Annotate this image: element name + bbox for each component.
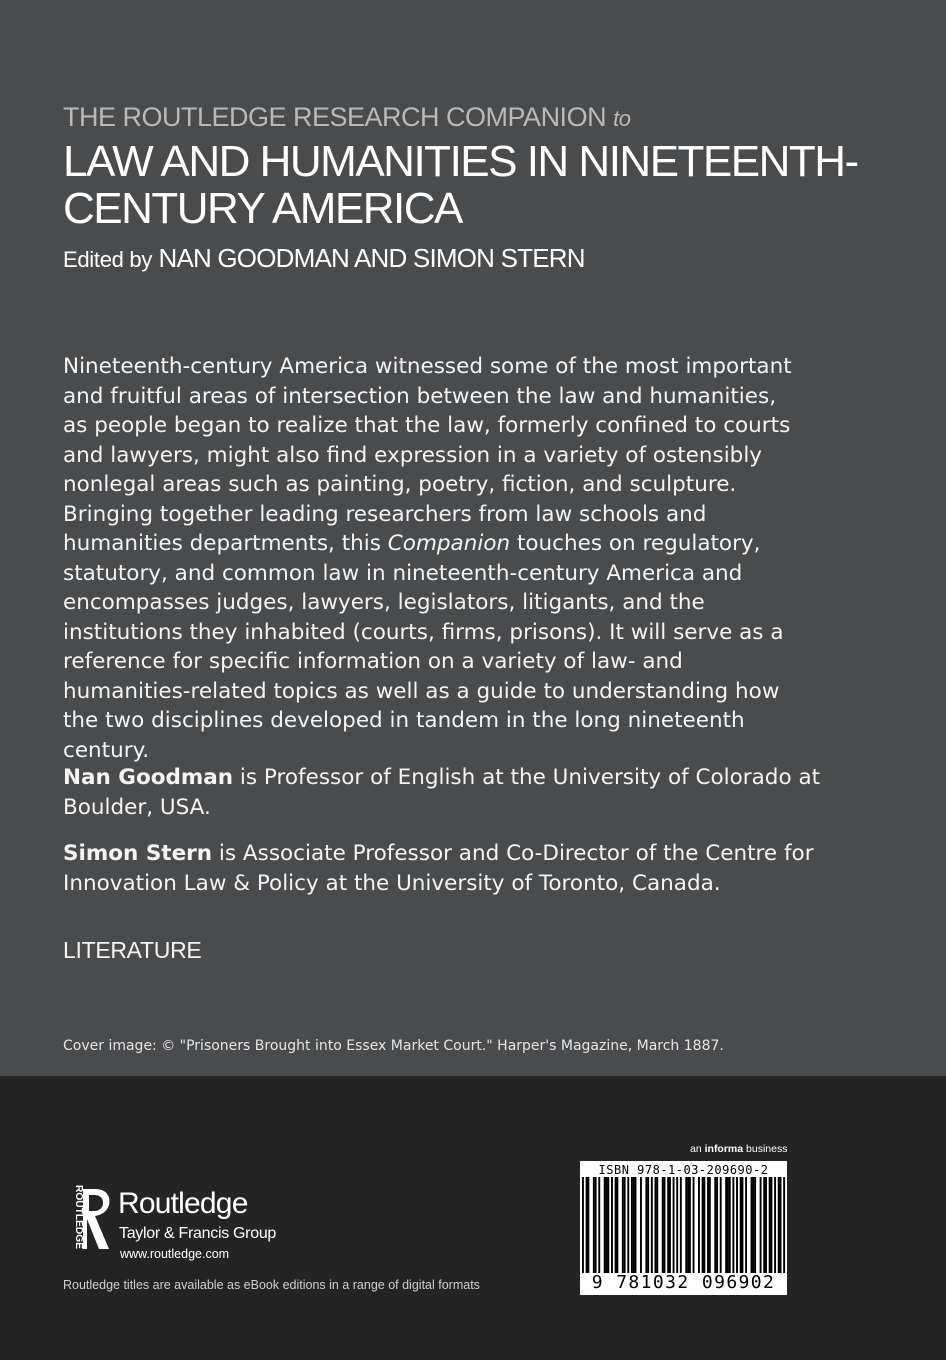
book-title-line2: CENTURY AMERICA	[63, 184, 462, 233]
barcode-bar	[611, 1177, 613, 1273]
barcode-bar	[598, 1177, 600, 1273]
publisher-website: www.routledge.com	[120, 1247, 230, 1261]
barcode-bar	[703, 1177, 705, 1273]
informa-business-label	[690, 1143, 787, 1155]
barcode-bar	[702, 1177, 704, 1273]
barcode-bar	[752, 1177, 754, 1273]
barcode-bar	[720, 1177, 722, 1273]
bio-name: Nan Goodman	[63, 765, 234, 790]
editor-bio-goodman	[63, 763, 823, 822]
barcode-bar	[771, 1177, 773, 1273]
barcode-bar	[616, 1177, 618, 1273]
barcode-bar	[745, 1177, 747, 1273]
barcode-bar	[673, 1177, 675, 1273]
editors-prefix: Edited by	[63, 247, 153, 272]
barcode-bar	[680, 1177, 682, 1273]
barcode-bar	[586, 1177, 588, 1273]
barcode-bar	[595, 1177, 597, 1273]
routledge-logo	[63, 1185, 303, 1265]
barcode-bar	[763, 1177, 765, 1273]
informa-prefix: an	[690, 1143, 705, 1155]
barcode-bar	[727, 1177, 729, 1273]
barcode-number: 9 781032 096902	[591, 1272, 776, 1293]
barcode-bar	[635, 1177, 637, 1273]
barcode-bar	[714, 1177, 716, 1273]
barcode-bar	[631, 1177, 633, 1273]
barcode-bar	[655, 1177, 657, 1273]
book-description	[63, 352, 803, 765]
barcode-bar	[774, 1177, 776, 1273]
cover-image-credit: Cover image: © "Prisoners Brought into Essex Market Court." Harper's Magazine, March 1887.	[63, 1038, 724, 1054]
barcode-bar	[707, 1177, 709, 1273]
barcode-bar	[606, 1177, 608, 1273]
barcode-bar	[765, 1177, 767, 1273]
barcode-bar	[725, 1177, 727, 1273]
editor-bio-stern	[63, 839, 823, 898]
barcode-bar	[662, 1177, 664, 1273]
barcode-bar	[640, 1177, 642, 1273]
publisher-group: Taylor & Francis Group	[119, 1225, 277, 1242]
barcode-bar	[685, 1177, 687, 1273]
barcode-bar	[778, 1177, 780, 1273]
book-title-line1: LAW AND HUMANITIES IN NINETEENTH-	[63, 137, 858, 186]
barcode-bar	[760, 1177, 762, 1273]
barcode-bar	[647, 1177, 649, 1273]
barcode-bar	[783, 1177, 785, 1273]
informa-bold: informa	[704, 1143, 744, 1155]
barcode-bar	[587, 1177, 589, 1273]
barcode-bar	[615, 1177, 617, 1273]
barcode-bar	[729, 1177, 731, 1273]
description-part2: touches on regulatory, statutory, and common law in nineteenth-century America and encompasses judges, lawyers, legislators, litigants, and the institutions they inhabited (courts, firms, prisons). It will serve as a reference for specific information on a variety of law- and humanities-related topics as well as a guide to understanding how the two disciplines developed in tandem in the long nineteenth century.	[63, 531, 784, 763]
series-main: THE ROUTLEDGE RESEARCH COMPANION	[63, 102, 607, 132]
barcode-bar	[751, 1177, 753, 1273]
barcode-bar	[732, 1177, 734, 1273]
publisher-name: Routledge	[118, 1187, 248, 1220]
isbn-label: ISBN 978-1-03-209690-2	[598, 1163, 769, 1177]
barcode-bar	[667, 1177, 669, 1273]
barcode-bar	[693, 1177, 695, 1273]
description-part1: Nineteenth-century America witnessed some of the most important and fruitful areas of intersection between the law and humanities, as people began to realize that the law, formerly confined to courts and lawyers, might also find expression in a variety of ostensibly nonlegal areas such as painting, poetry, fiction, and sculpture. Bringing together leading researchers from law schools and humanities departments, this	[63, 354, 792, 556]
barcode-bar	[582, 1177, 584, 1273]
barcode-bar	[740, 1177, 742, 1273]
description-emphasis: Companion	[387, 531, 511, 556]
barcode-bar	[604, 1177, 606, 1273]
barcode-bar	[687, 1177, 689, 1273]
barcode-bar	[656, 1177, 658, 1273]
barcode-bar	[624, 1177, 626, 1273]
barcode-bar	[698, 1177, 700, 1273]
editors-names: NAN GOODMAN AND SIMON STERN	[158, 243, 585, 273]
barcode-bar	[742, 1177, 744, 1273]
series-to: to	[613, 106, 631, 131]
isbn-barcode	[580, 1161, 787, 1295]
vertical-label: ROUTLEDGE	[73, 1185, 84, 1248]
series-title	[63, 102, 630, 133]
barcode-bars	[582, 1177, 785, 1273]
barcode-bar	[689, 1177, 691, 1273]
bio-text: is Associate Professor and Co-Director of the Centre for Innovation Law & Policy at the University of Toronto, Canada.	[63, 841, 814, 896]
barcode-bar	[664, 1177, 666, 1273]
informa-suffix: business	[743, 1143, 788, 1155]
bio-name: Simon Stern	[63, 841, 213, 866]
barcode-bar	[716, 1177, 718, 1273]
bio-text: is Professor of English at the University of Colorado at Boulder, USA.	[63, 765, 821, 820]
editors-line	[63, 243, 585, 274]
barcode-bar	[736, 1177, 738, 1273]
barcode-bar	[769, 1177, 771, 1273]
barcode-bar	[669, 1177, 671, 1273]
barcode-bar	[709, 1177, 711, 1273]
routledge-r-icon	[79, 1187, 113, 1251]
barcode-bar	[754, 1177, 756, 1273]
barcode-bar	[607, 1177, 609, 1273]
barcode-bar	[622, 1177, 624, 1273]
barcode-bar	[627, 1177, 629, 1273]
barcode-bar	[780, 1177, 782, 1273]
ebook-note: Routledge titles are available as eBook editions in a range of digital formats	[63, 1278, 480, 1292]
barcode-bar	[676, 1177, 678, 1273]
barcode-bar	[645, 1177, 647, 1273]
barcode-bar	[593, 1177, 595, 1273]
subject-category: LITERATURE	[63, 937, 202, 963]
book-title	[63, 138, 923, 232]
barcode-bar	[633, 1177, 635, 1273]
barcode-bar	[651, 1177, 653, 1273]
